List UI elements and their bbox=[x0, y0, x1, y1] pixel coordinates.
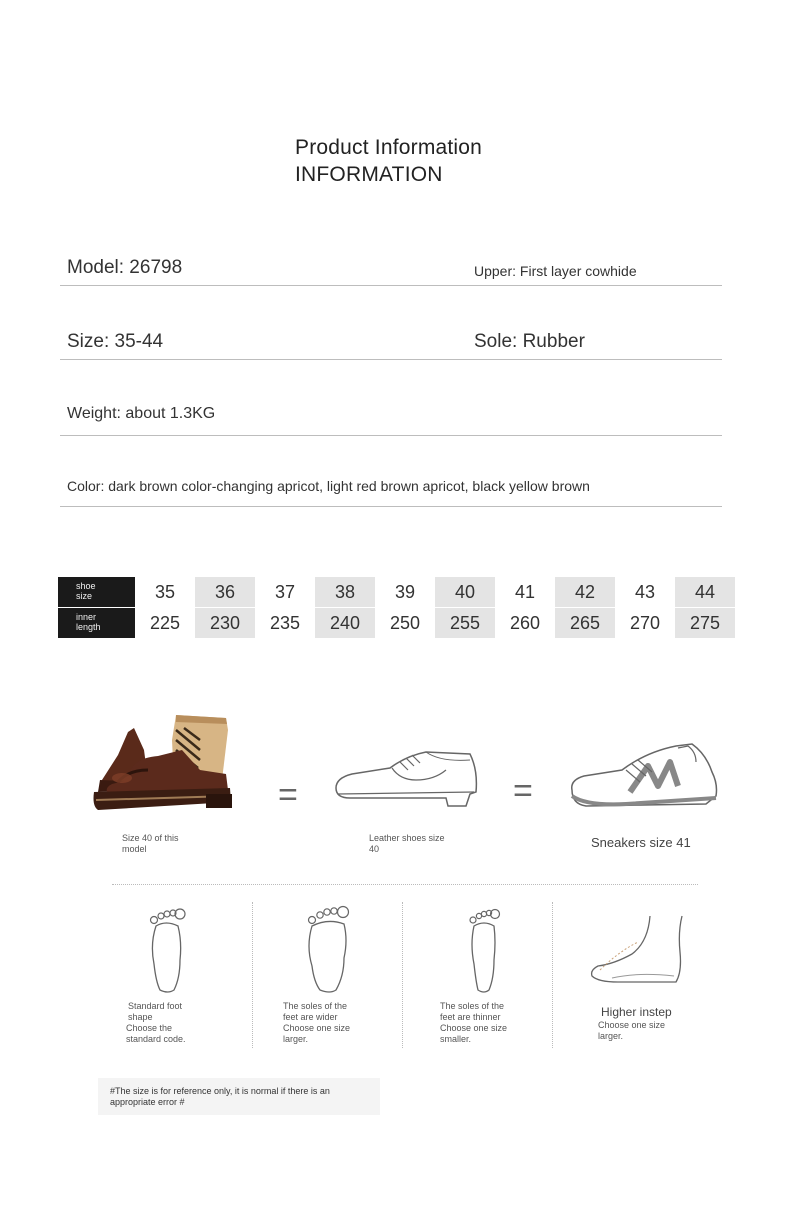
thin-foot-icon bbox=[464, 904, 502, 994]
shoe-size-label bbox=[58, 577, 135, 607]
equals-sign: = bbox=[278, 776, 298, 814]
inner-length-cell: 230 bbox=[195, 608, 255, 638]
spec-row-weight bbox=[60, 390, 722, 436]
foot-caption-thin bbox=[440, 1001, 507, 1045]
note-line: appropriate error # bbox=[110, 1097, 185, 1107]
wide-foot-icon bbox=[304, 902, 352, 994]
shoe-size-cell: 39 bbox=[394, 581, 416, 602]
foot-caption-line: larger. bbox=[283, 1034, 309, 1044]
spec-color: Color: dark brown color-changing apricot, light red brown apricot, black yellow brown bbox=[67, 478, 590, 494]
shoe-size-cell: 37 bbox=[274, 581, 296, 602]
shoe-size-label-line: size bbox=[76, 591, 93, 601]
standard-foot-icon bbox=[146, 904, 188, 994]
foot-caption-line: feet are thinner bbox=[440, 1012, 501, 1022]
foot-caption-line: The soles of the bbox=[440, 1001, 505, 1011]
shoe-size-cell: 35 bbox=[154, 581, 176, 602]
inner-length-cell: 265 bbox=[555, 608, 615, 638]
shoe-size-cell: 41 bbox=[514, 581, 536, 602]
shoe-size-cell: 38 bbox=[315, 577, 375, 607]
leather-caption bbox=[369, 833, 445, 855]
sneaker-caption: Sneakers size 41 bbox=[591, 835, 691, 850]
foot-caption-line: Choose one size bbox=[440, 1023, 508, 1033]
reference-note bbox=[98, 1078, 380, 1115]
spec-sole: Sole: Rubber bbox=[474, 331, 585, 352]
column-divider bbox=[402, 902, 403, 1048]
inner-length-cell: 260 bbox=[509, 612, 541, 633]
boot-caption bbox=[122, 833, 179, 855]
foot-caption-line: feet are wider bbox=[283, 1012, 338, 1022]
work-boot-image bbox=[88, 710, 238, 820]
leather-shoe-icon bbox=[330, 740, 482, 812]
shoe-size-cell: 44 bbox=[675, 577, 735, 607]
foot-caption-line: shape bbox=[128, 1012, 153, 1022]
foot-caption-line: Choose one size bbox=[598, 1020, 666, 1030]
column-divider bbox=[552, 902, 553, 1048]
inner-length-cell: 250 bbox=[389, 612, 421, 633]
foot-caption-wide bbox=[283, 1001, 350, 1045]
inner-length-cell: 270 bbox=[629, 612, 661, 633]
inner-length-label bbox=[58, 608, 135, 638]
column-divider bbox=[252, 902, 253, 1048]
inner-length-cell: 225 bbox=[149, 612, 181, 633]
foot-caption-line: The soles of the bbox=[283, 1001, 348, 1011]
title-line-2: INFORMATION bbox=[295, 163, 443, 186]
shoe-size-cell: 42 bbox=[555, 577, 615, 607]
shoe-size-cell: 40 bbox=[435, 577, 495, 607]
foot-caption-standard bbox=[126, 1001, 186, 1045]
spec-size: Size: 35-44 bbox=[67, 331, 164, 352]
inner-length-cell: 240 bbox=[315, 608, 375, 638]
inner-length-cell: 275 bbox=[675, 608, 735, 638]
foot-caption-line: Choose the bbox=[126, 1023, 173, 1033]
foot-caption-line: larger. bbox=[598, 1031, 624, 1041]
shoe-size-label-line: shoe bbox=[76, 581, 96, 591]
boot-caption-line: model bbox=[122, 844, 147, 854]
inner-length-row bbox=[58, 608, 735, 638]
spec-model: Model: 26798 bbox=[67, 257, 183, 278]
foot-caption-title: Higher instep bbox=[601, 1005, 672, 1019]
note-line: #The size is for reference only, it is normal if there is an bbox=[110, 1086, 330, 1096]
equals-sign: = bbox=[513, 772, 533, 810]
spec-row-color bbox=[60, 470, 722, 507]
shoe-size-row bbox=[58, 577, 735, 607]
foot-caption-line: Standard foot bbox=[128, 1001, 183, 1011]
shoe-size-cell: 43 bbox=[634, 581, 656, 602]
foot-caption-instep bbox=[598, 1007, 672, 1042]
high-instep-icon bbox=[588, 912, 688, 988]
boot-caption-line: Size 40 of this bbox=[122, 833, 179, 843]
size-table bbox=[58, 577, 735, 639]
inner-length-cell: 255 bbox=[435, 608, 495, 638]
section-divider bbox=[112, 884, 698, 885]
spec-row-model bbox=[60, 240, 722, 286]
inner-length-cell: 235 bbox=[269, 612, 301, 633]
product-info-title bbox=[295, 134, 482, 188]
leather-caption-line: Leather shoes size bbox=[369, 833, 445, 843]
shoe-size-cell: 36 bbox=[195, 577, 255, 607]
title-line-1: Product Information bbox=[295, 136, 483, 159]
foot-caption-line: smaller. bbox=[440, 1034, 472, 1044]
spec-upper: Upper: First layer cowhide bbox=[474, 263, 637, 279]
foot-caption-line: standard code. bbox=[126, 1034, 186, 1044]
spec-weight: Weight: about 1.3KG bbox=[67, 405, 216, 422]
leather-caption-line: 40 bbox=[369, 844, 380, 854]
foot-caption-line: Choose one size bbox=[283, 1023, 351, 1033]
inner-length-label-line: length bbox=[76, 622, 101, 632]
spec-row-size bbox=[60, 316, 722, 360]
sneaker-icon bbox=[566, 740, 722, 812]
inner-length-label-line: inner bbox=[76, 612, 97, 622]
